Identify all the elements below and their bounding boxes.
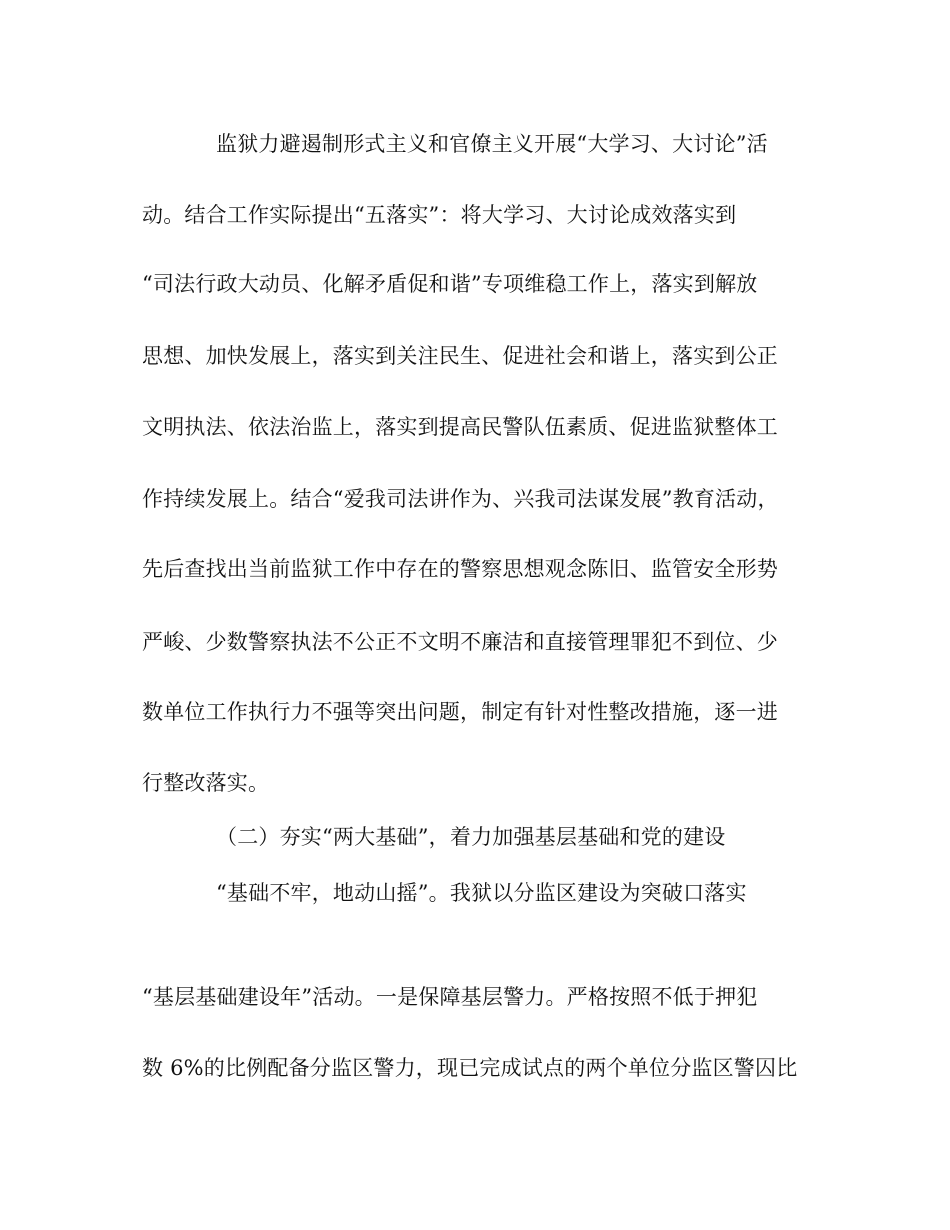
- section-heading: （二）夯实“两大基础”，着力加强基层基础和党的建设: [216, 825, 726, 849]
- paragraph-line: “基础不牢，地动山摇”。我狱以分监区建设为突破口落实: [216, 881, 747, 905]
- paragraph-line: 作持续发展上。结合“爱我司法讲作为、兴我司法谋发展”教育活动，: [142, 487, 779, 511]
- paragraph-line: 数 6%的比例配备分监区警力，现已完成试点的两个单位分监区警囚比: [142, 1056, 798, 1080]
- paragraph-line: “基层基础建设年”活动。一是保障基层警力。严格按照不低于押犯: [142, 985, 758, 1009]
- paragraph-line: 动。结合工作实际提出“五落实”：将大学习、大讨论成效落实到: [142, 203, 737, 227]
- paragraph-line: 思想、加快发展上，落实到关注民生、促进社会和谐上，落实到公正: [142, 344, 778, 368]
- paragraph-line: 严峻、少数警察执法不公正不文明不廉洁和直接管理罪犯不到位、少: [142, 630, 778, 654]
- paragraph-line: 行整改落实。: [142, 771, 270, 795]
- paragraph-line: 文明执法、依法治监上，落实到提高民警队伍素质、促进监狱整体工: [142, 415, 778, 439]
- paragraph-line: 数单位工作执行力不强等突出问题，制定有针对性整改措施，逐一进: [142, 700, 778, 724]
- paragraph-line: “司法行政大动员、化解矛盾促和谐”专项维稳工作上，落实到解放: [142, 272, 758, 296]
- paragraph-line: 监狱力避遏制形式主义和官僚主义开展“大学习、大讨论”活: [216, 132, 768, 156]
- paragraph-line: 先后查找出当前监狱工作中存在的警察思想观念陈旧、监管安全形势: [142, 557, 778, 581]
